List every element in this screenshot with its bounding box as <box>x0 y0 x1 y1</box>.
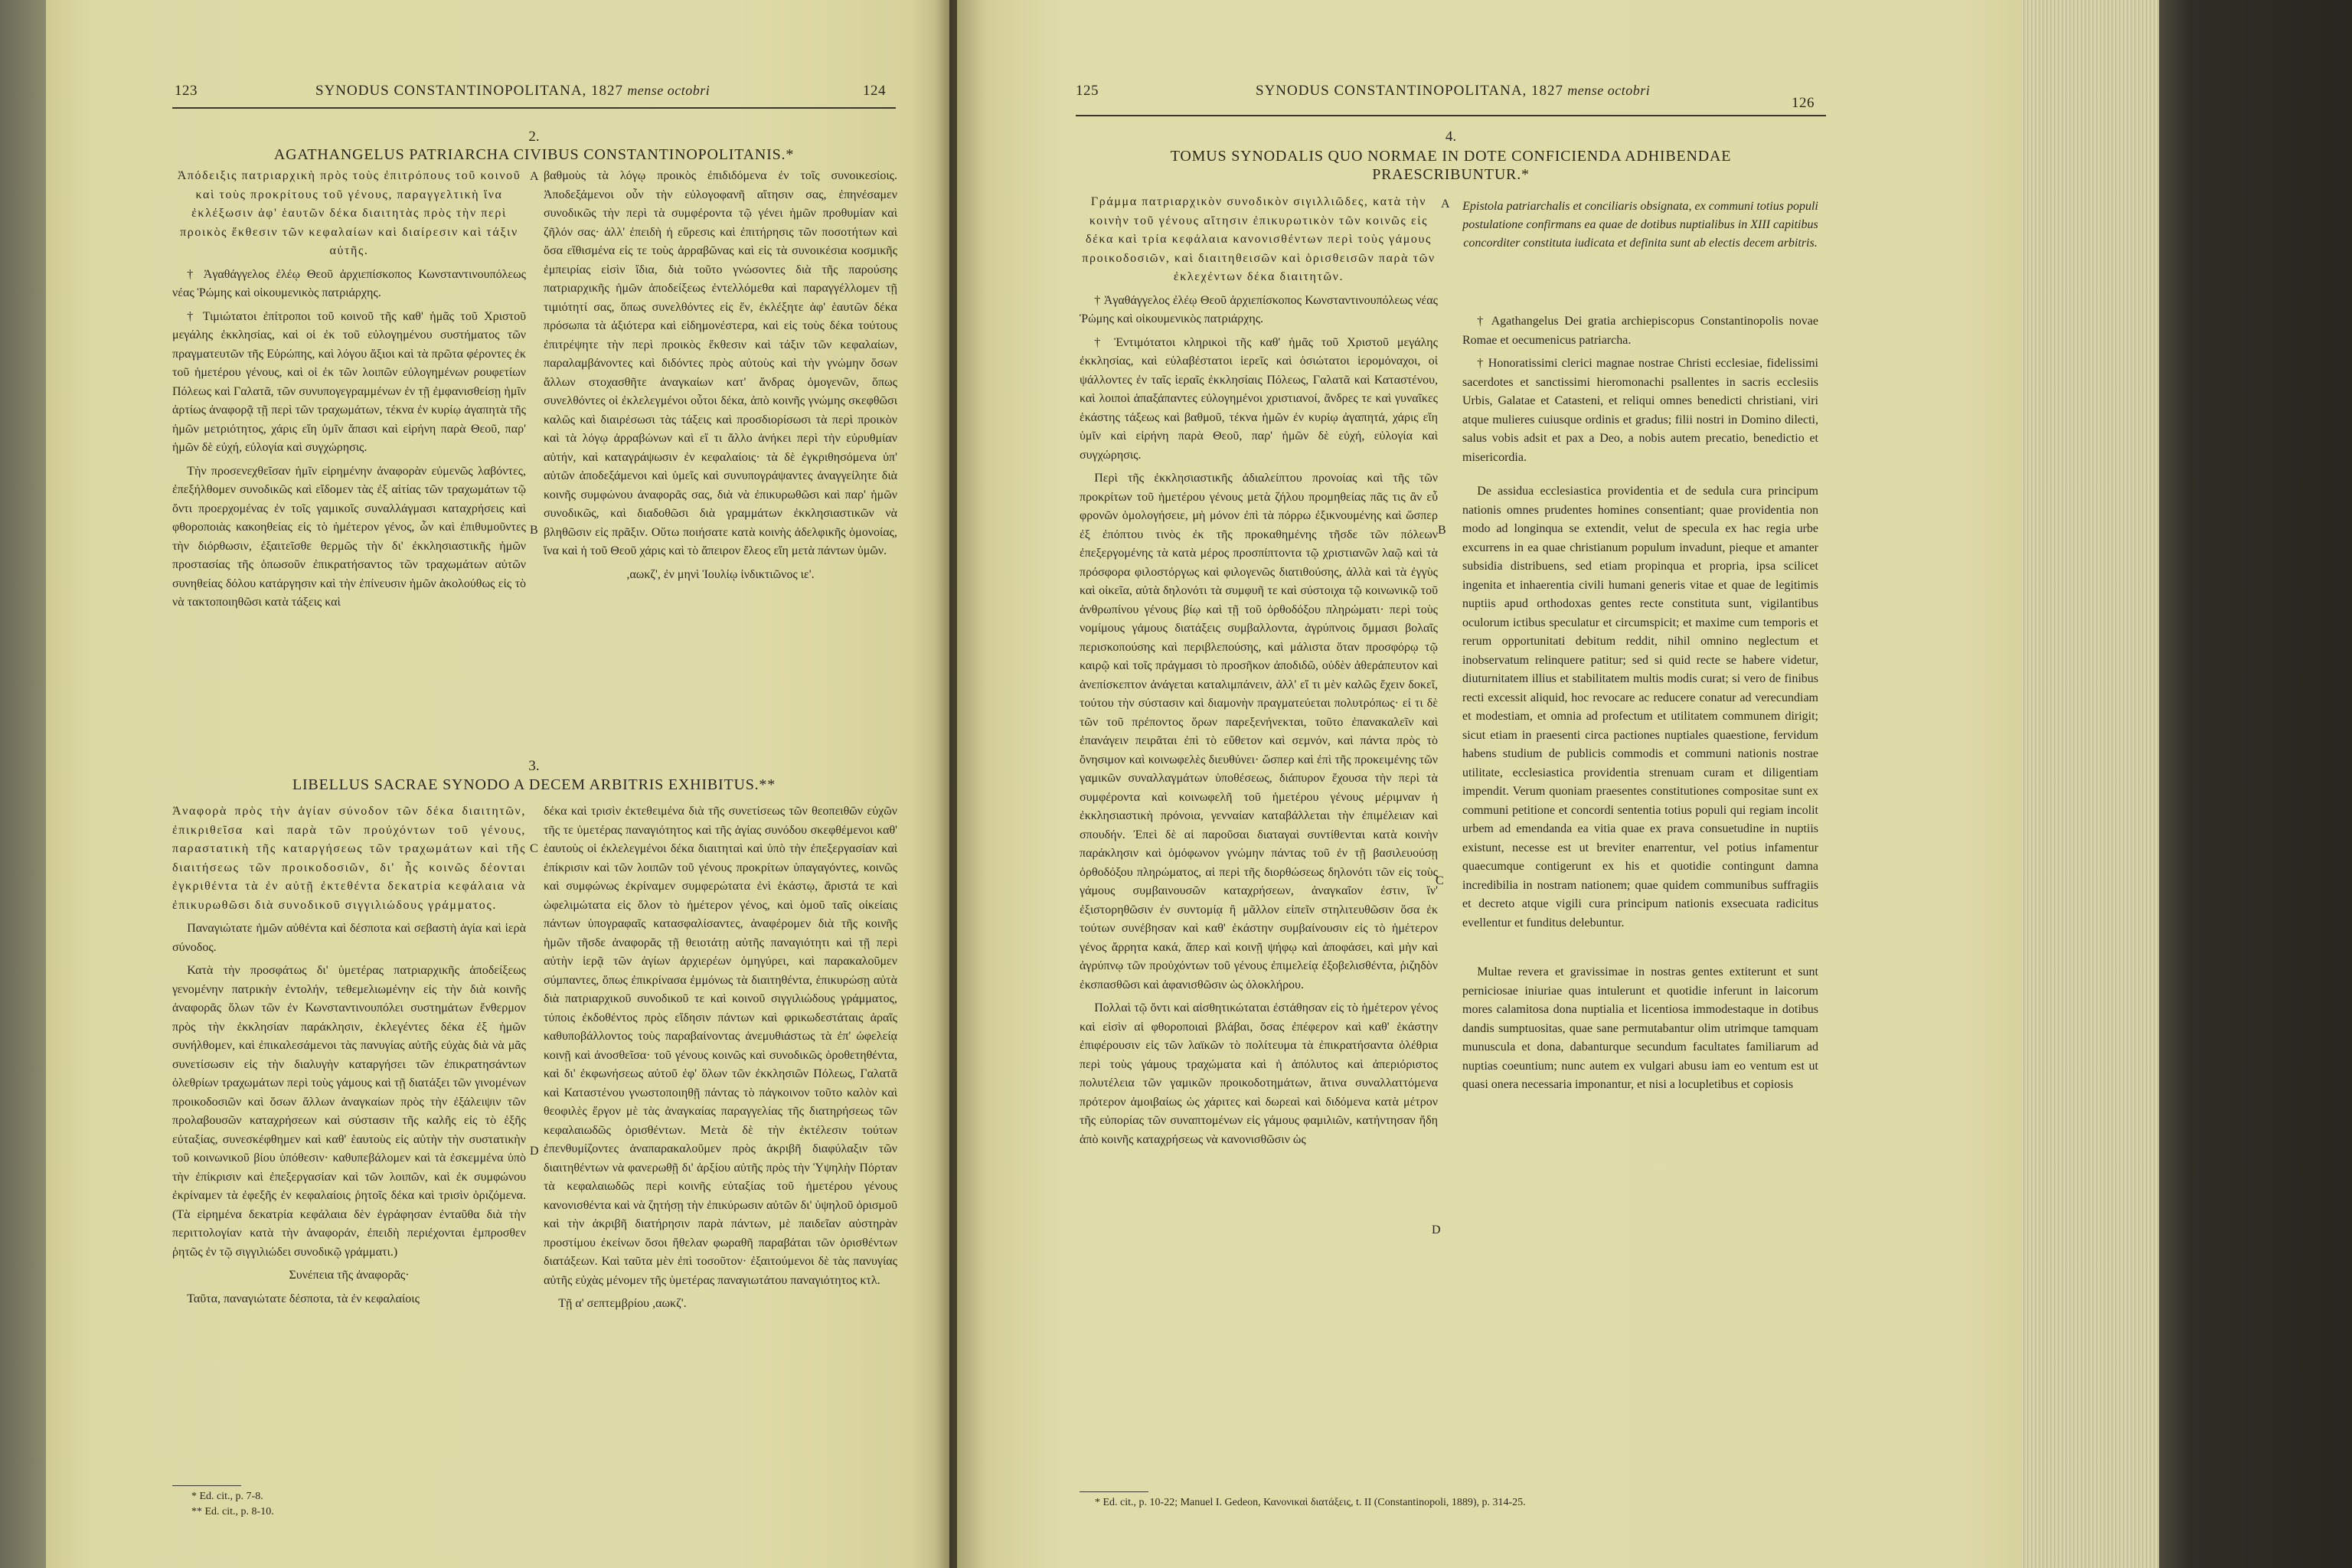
paragraph: βαθμοὺς τὰ λόγῳ προικὸς ἐπιδιδόμενα ἐν τοῖς συνοικεσίοις. Ἀποδεξάμενοι οὖν τὴν εὐλογοφανῆ αἴτησιν σας, ἐπηνέσαμεν συνοδικῶς τὴν περὶ τὰ συμφέροντα τῷ γένει ἡμῶν προθυμίαν καὶ ζῆλόν σας· ἀλλ' ἐπειδὴ ἡ εὕρεσις καὶ ἐπιτήρησις τῶν ποσοτήτων καὶ ὅσα εἴθισμένα εἰς τε τοὺς ἀρραβῶνας καὶ εἰς τὰ συνοικέσια κοσμικῆς ἐμπειρίας εἰσὶν ἴδια, διὰ τοῦτο γνώσοντες διὰ τῆς παρούσης πατριαρχικῆς ἡμῶν ἀποδείξεως ἐντελλόμεθα καὶ παραγγέλλομεν τῇ τιμιότητί σας, ὅπως συνελθόντες εἰς ἕν, ἐκλέξητε ἀφ' ἑαυτῶν δέκα πρόσωπα τὰ ἀξιότερα καὶ εἰδημονέστερα, καὶ εἰς τοὺς δέκα τούτους ἐπιτρέψητε τὴν περὶ προικὸς ἔκθεσιν καὶ τάξιν τῶν κεφαλαίων, παραλαμβάνοντες καὶ διδόντες πρὸς αὐτοὺς καὶ τὴν γνώμην ὅσων ἄλλων στοχασθῆτε ἀναγκαίων κατ' ἄνδρας ὁμογενῶν, ὅπως συνελθόντες οἱ ἐκλελεγμένοι οὗτοι δέκα, ἀπὸ κοινῆς γνώμης σκεφθῶσι καλῶς καὶ διαιρέσωσι τὰς τάξεις καὶ προσδιορίσωσι τὰ περὶ προικὸν καὶ τὰ λόγῳ ἀρραβώνων καὶ εἴ τι ἄλλο ἀνήκει περὶ τὴν εὐρυθμίαν αὐτήν, καὶ καταγράψωσιν ἐν κεφαλαίοις· τὰ δὲ ἐγκριθησόμενα ὑπ' αὐτῶν ἀποδεξάμενοι καὶ ὑμεῖς καὶ συνυπογράψαντες ἀναγγείλητε διὰ κοινῆς συμφώνου ἀναφορᾶς σας, διὰ νὰ ἐπικυρωθῶσι καὶ παρ' ἡμῶν συνοδικῶς, καὶ διαδοθῶσι διὰ γραμμάτων ἐκκλησιαστικῶν νὰ βληθῶσιν εἰς πρᾶξιν. Οὕτω ποιήσατε κατὰ κοινὴς ἀδελφικῆς ὁμονοίας, ἵνα καὶ ἡ τοῦ Θεοῦ χάρις καὶ τὸ ἄπειρον ἔλεος εἴη μετὰ πάντων ὑμῶν. <box>544 169 897 557</box>
section2-column-1 <box>172 167 526 772</box>
section-number-3: 3. <box>528 758 540 774</box>
running-title <box>1256 83 1650 100</box>
section-title-4-line2: PRAESCRIBUNTUR.* <box>1372 166 1530 183</box>
section-number-4: 4. <box>1445 129 1457 145</box>
section3-column-1 <box>172 802 526 1482</box>
paragraph: † Agathangelus Dei gratia archiepiscopus Constantinopolis novae Romae et oecumenicus patriarcha. <box>1462 315 1818 347</box>
date-line: ,αωκζ', ἐν μηνὶ Ἰουλίῳ ἰνδικτιῶνος ιε'. <box>626 567 815 581</box>
section-title-3: LIBELLUS SACRAE SYNODO A DECEM ARBITRIS EXHIBITUS.** <box>292 776 776 793</box>
paragraph: Παναγιώτατε ἡμῶν αὐθέντα καὶ δέσποτα καὶ σεβαστὴ ἁγία καὶ ἱερὰ σύνοδος. <box>172 922 526 954</box>
paragraph: Multae revera et gravissimae in nostras gentes extiterunt et sunt perniciosae iniuriae quas intulerunt et quotidie inferunt in laicorum mores calamitosa dona nuptialia et licentiosa immodestaque in dotibus dandis sumptuositas, quae sane permutabantur olim utrimque tamquam munuscula et dona, dabanturque secundum facultates familiarum ad nuptias coeuntium; nunc autem ex vulgari abusu iam eo ventum est ut quasi onera necessaria imponantur, et nisi a locupletibus et copiosis <box>1462 965 1818 1091</box>
page-number-124: 124 <box>863 83 886 99</box>
margin-letter: A <box>1441 198 1450 211</box>
date-line: Τῇ α' σεπτεμβρίου ,αωκζ'. <box>558 1297 687 1310</box>
subheading: Συνέπεια τῆς ἀναφορᾶς· <box>289 1269 410 1282</box>
section2-column-2 <box>544 167 897 772</box>
paragraph: δέκα καὶ τρισὶν ἐκτεθειμένα διὰ τῆς συνετίσεως τῶν θεοπειθῶν εὐχῶν τῆς τε ὑμετέρας παναγιότητος καὶ τῆς ἁγίας συνόδου σκεφθέμενοι καθ' ἑαυτοὺς οἱ ἐκλελεγμένοι δέκα διαιτηταὶ καὶ ὑπὸ τὴν ἐπεξεργασίαν καὶ ἐπίκρισιν καὶ τῶν λοιπῶν τοῦ γένους προκρίτων ὑπαγαγόντες, κοινῶς καὶ συμφώνως ἐκρίναμεν συμφερώτατα ἐνὶ ἑκάστῳ, ἄριστά τε καὶ ὠφελιμώτατα εἰς ὅλον τὸ ἡμέτερον γένος, καὶ ὁμοῦ ταῖς οἰκείαις πάντων ὑπογραφαῖς κατασφαλίσαντες, ἀναφέρομεν διὰ τῆς κοινῆς ἡμῶν τῆσδε ἀναφορᾶς τῇ θειοτάτῃ αὐτῆς παναγιότητι καὶ τῇ περὶ αὐτὴν ἱερᾷ τῶν ἁγίων ἀρχιερέων ὁμηγύρει, καὶ παρακαλοῦμεν σύμπαντες, ὅπως ἐπικρίνασα ἐμμόνως τὰ διαιτηθέντα, ἐπικυρώσῃ αὐτὰ διὰ πατριαρχικοῦ συνοδικοῦ τε καὶ κοινοῦ σιγγιλιώδους γράμματος, τύποις ἐκδοθέντος πρὸς εἴδησιν πάντων καὶ φρικωδεστάταις ἀραῖς καθυποβάλλοντος τοὺς παραβαίνοντας ἀνεμυθιάστως τὰ ἐπ' ὠφελείᾳ κοινῇ καὶ ἀνοσθεῖσα· τοῦ γένους κοινῶς καὶ συνοδικῶς ὁροθετηθέντα, καὶ δι' ἐκφωνήσεως αὐτοῦ ἐφ' ὅλων τῶν ἐκκλησιῶν Πόλεως, Γαλατᾶ καὶ Καταστένου γνωστοποιηθῇ πάντας τὸ πάγκοινον τοῦτο καλὸν καὶ θεοφιλὲς ἔργον μὲ τὰς ἀναγκαίας παραγγελίας τῆς διατηρήσεως τῶν κεφαλαιωδῶς ὁρισθέντων. Μετὰ δὲ τὴν ἐκτέλεσιν τούτων ἐπενθυμίζοντες ἀναπαρακαλοῦμεν πρὸς ἀκριβῆ διαφύλαξιν τῶν διαιτηθέντων νὰ φανερωθῇ δι' ἀρξίου αὐτῆς πρὸς τὴν Ὑψηλὴν Πόρταν τὰ κεφαλαιωδῶς περὶ κοινῆς εὐταξίας τοῦ ἡμετέρου γένους κανονισθέντα καὶ νὰ ζητήσῃ τὴν ἐπικύρωσιν αὐτῶν δι' ὑψηλοῦ ὁρισμοῦ καὶ τὴν ἀκριβῆ διατήρησιν παρὰ πάντων, μὲ παιδεῖαν αὐστηρὰν προστίμου ἐκείνων ὅσοι ἤθελαν φωραθῆ παραβάται τῶν ὁρισθέντων διατάξεων. Καὶ ταῦτα μὲν ἐπὶ τοσοῦτον· ἐξαιτούμενοι δὲ τὰς πανυγίας αὐτῆς εὐχὰς μένομεν τῆς ὑμετέρας παναγιωτάτου παναγιότητος κτλ. <box>544 805 897 1287</box>
right-page <box>957 0 2029 1568</box>
paragraph: Περὶ τῆς ἐκκλησιαστικῆς ἀδιαλείπτου προνοίας καὶ τῆς τῶν προκρίτων τοῦ ἡμετέρου γένους μετὰ ζήλου προμηθείας πᾶς τις ἂν εὖ φρονῶν ὁμολογήσειε, μὴ μόνον ἐπὶ τὰ πόρρω ἐξικνουμένης καὶ ὥσπερ ἐξ ἐπόπτου τινὸς ἐκ τῆς προκαθημένης τῆσδε τῶν πόλεων ἐπεξεργομένης τὰ κατὰ μέρος προσπίπτοντα τῷ χριστιανῶν λαῷ καὶ τὰ πρόσφορα φιλοστόργως καὶ φιλογενῶς διατιθούσης, ἀλλὰ καὶ τὰ ἐγγὺς καὶ οἰκεῖα, αὐτὰ δηλονότι τὰ συμφυῆ τε καὶ σύστοιχα τῷ κοινωνικῷ τοῦ ἀνθρωπίνου γένους βίῳ καὶ τῇ τοῦ ὀρθοδόξου πληρώματι· περὶ τοὺς νομίμους γάμους διατάξεις συμβαλλοντα, ἀγρύπνοις ὄμμασι βολαῖς περισκοπούσης καὶ περιβλεπούσης, καὶ μάλιστα ὅταν προσφόρῳ τῷ καιρῷ καὶ τοῖς πράγμασι τὸ προσῆκον ἀποδιδῶ, οὐδὲν ἀθεράπευτον καὶ ἀνεπίσκεπτον ἀνάγεται καταλιμπάνειν, ἀλλ' εἴ τι μὲν καλῶς ἔχειν δοκεῖ, τούτου τὴν σύστασιν καὶ διαμονὴν πραγματεύεται πολυτρόπως· εἰ τι δὲ τῶν τοῦ πρέποντος ὅρων παρεξενήνεκται, τοῦτο ἐπανακαλεῖν καὶ ἐπανάγειν πειρᾶται ἐπὶ τὸ εὔθετον καὶ σεμνόν, καὶ πάντα πρὸς τὸ ὄνησιμον καὶ κοινωφελὲς διευθύνει· ὥσπερ καὶ ἐπὶ τῆς προκειμένης τῶν γαμικῶν συναλλαγμάτων ὑποθέσεως, διάπυρον ἔχουσα τὴν περὶ τὰ συμφέροντα καὶ κοινωφελῆ τοῦ ἡμετέρου γένους μέριμναν ἡ ἐκκλησιαστικὴ πρόνοια, γενναίαν καταβάλλεται τὴν ἐπιμέλειαν καὶ σπουδήν. Ἐπεὶ δὲ αἱ παροῦσαι διαταγαὶ συντίθενται κατὰ κοινὴν παράκλησιν καὶ ὁμόφωνον γνώμην πάντας τοῦ ἐν τῇ βασιλευούσῃ ὀρθοδόξου πληρώματος, αἱ περὶ τῆς διορθώσεως δηλονότι τῶν εἰς τοὺς γάμους συμβαινουσῶν καταχρήσεων, ἀναγκαῖον ἐστιν, ἵν' ἐξιστορηθῶσιν ἐν συντομίᾳ ἢ μᾶλλον εἰπεῖν στηλιτευθῶσιν ὅσα ἐκ τούτων συνέβησαν καὶ καθ' ἑκάστην συμβαίνουσιν εἰς τὸ ἡμέτερον γένος ἄρρητα κακά, ἅπερ καὶ κοινῇ ψήφῳ καὶ ἀποφάσει, καὶ μὴν καὶ ἀγρύπνῳ τῶν προὐχόντων τοῦ γένους ἐπιμελείᾳ ἐξοβελισθέντα, ῥιζηδὸν ἐκσπασθῶσι καὶ ἀφανισθῶσιν ὡς ὀλοκλήρου. <box>1080 472 1438 991</box>
header-rule <box>172 107 896 109</box>
footnote: * Ed. cit., p. 10-22; Manuel I. Gedeon, Κανονικαὶ διατάξεις, t. II (Constantinopoli, 1889), p. 314-25. <box>1095 1497 1526 1508</box>
greek-heading: Γράμμα πατριαρχικὸν συνοδικὸν σιγιλλιῶδες, κατὰ τὴν κοινὴν τοῦ γένους αἴτησιν ἐπικυρωτικὸν τῶν κοινῶς εἰς δέκα καὶ τρία κεφάλαια κανονισθέντων περὶ τοὺς γάμους προικοδοσιῶν, καὶ διαιτηθεισῶν καὶ ὁρισθεισῶν παρὰ τῶν ἐκλεχέντων δέκα διαιτητῶν. <box>1082 195 1436 283</box>
paragraph: Τὴν προσενεχθεῖσαν ἡμῖν εἰρημένην ἀναφορὰν εὐμενῶς λαβόντες, ἐπεξήλθομεν συνοδικῶς καὶ εἴδομεν τὰς ἐξ αἰτίας τῶν τραχωμάτων τῷ ὄντι προερχομένας ἐν τοῖς γαμικοῖς συναλλάγμασι καταχρήσεις καὶ φθοροποιὰς κακοηθείας εἰς τὸ ἡμέτερον γένος, ὧν καὶ ἐπιθυμοῦντες τὴν διόρθωσιν, ἐξαιτεῖσθε θερμῶς τὴν δι' ἐκκλησιαστικῆς ἡμῶν προστασίας τῆς ὁπωσοῦν ἐπικρατήσαντος τῶν τραχωμάτων αὐτῶν συνηθείας δόλου κατάργησιν καὶ τὴν ἐπίνευσιν ἡμῶν ἀκολούθως εἰς τὸ νὰ τακτοποιηθῶσι κατὰ τάξεις καὶ <box>172 464 526 609</box>
running-title-text: SYNODUS CONSTANTINOPOLITANA, 1827 <box>1256 83 1564 99</box>
paragraph: † Ἀγαθάγγελος ἐλέῳ Θεοῦ ἀρχιεπίσκοπος Κωνσταντινουπόλεως νέας Ῥώμης καὶ οἰκουμενικὸς πατριάρχης. <box>1080 293 1438 325</box>
margin-letter: D <box>1432 1223 1441 1236</box>
section3-column-2 <box>544 802 897 1507</box>
page-number-125: 125 <box>1076 83 1099 99</box>
footnote-rule <box>1080 1491 1148 1492</box>
running-title-date: mense octobri <box>1567 83 1651 98</box>
footnote: ** Ed. cit., p. 8-10. <box>191 1506 274 1517</box>
margin-letter: D <box>530 1145 539 1158</box>
margin-letter: B <box>1438 524 1446 537</box>
paragraph: Ἀναφορὰ πρὸς τὴν ἁγίαν σύνοδον τῶν δέκα διαιτητῶν, ἐπικριθεῖσα καὶ παρὰ τῶν προὐχόντων τοῦ γένους, παραστατικὴ τῆς καταργήσεως τῶν τραχωμάτων καὶ τῆς διαιτήσεως τῶν προικοδοσιῶν, δι' ἧς κοινῶς δέονται ἐγκριθέντα τὰ ἐν αὐτῇ ἐκτεθέντα δεκατρία κεφάλαια νὰ ἐπικυρωθῶσι διὰ συνοδικοῦ σιγγιλιώδους γράμματος. <box>172 805 526 912</box>
latin-heading: Epistola patriarchalis et conciliaris obsignata, ex communi totius populi postulatione confirmans ea quae de dotibus nuptialibus in XIII capitibus concorditer constituta iudicata et definita sunt ab electis decem arbitris. <box>1462 200 1818 250</box>
paragraph: Πολλαὶ τῷ ὄντι καὶ αἰσθητικώταται ἐστάθησαν εἰς τὸ ἡμέτερον γένος καὶ εἰσὶν αἱ φθοροποιαὶ βλάβαι, ὅσας ἐπέφερον καὶ καθ' ἑκάστην ἐπιφέρουσιν εἰς τῶν λαϊκῶν τὸ πολίτευμα τὰ ἐπικρατήσαντα ὀλέθρια περὶ τοὺς γάμους τραχώματα καὶ ἡ ἀπόλυτος καὶ ἀπεριόριστος πολυτέλεια τῶν γαμικῶν προικοδοτημάτων, ἅτινα συναλλαττόμενα πρότερον ἀμοιβαίως ὡς χάριτες καὶ δωρεαὶ καὶ διδόμενα κατὰ μέτρον τῆς εὐπορίας τῶν συναπτομένων εἰς γάμους φαμιλιῶν, κατήντησαν ἤδη ἀπὸ κοινῆς καταχρήσεως νὰ κανονισθῶσιν ὡς <box>1080 1001 1438 1146</box>
page-edges <box>2021 0 2167 1568</box>
paragraph: † Ἀγαθάγγελος ἐλέῳ Θεοῦ ἀρχιεπίσκοπος Κωνσταντινουπόλεως νέας Ῥώμης καὶ οἰκουμενικὸς πατριάρχης. <box>172 267 526 299</box>
section-number-2: 2. <box>528 129 540 145</box>
greek-column <box>1080 193 1438 1280</box>
section-title-4-line1: TOMUS SYNODALIS QUO NORMAE IN DOTE CONFICIENDA ADHIBENDAE <box>1170 148 1732 165</box>
running-title <box>315 83 710 100</box>
paragraph: De assidua ecclesiastica providentia et de sedula cura principum nationis omnes prudentes homines consentiant; quae providentia non modo ad longinqua se extendit, velut de specula ex hac regia urbe excurrens in ea quae christianum populum invadunt, pieque et amanter subsidia distribuens, sed etiam propinqua et propria, ipsa scilicet ingenita et inhaerentia civili humani generis vitae et quae de legitimis nuptiis apud orthodoxas gentes recte constituta sunt, vigilantibus oculorum ictibus speculatur et circumspicit; et maxime cum temporis et rerum opportunitati debitum reddit, nihil omnino neglectum et inobservatum relinquere patitur; sed si quid recte se habere videtur, diuturnitatem illius et stabilitatem multis modis curat; si vero de finibus recti excessit aliquid, hoc revocare ac reducere conatur ad verecundiam et modestiam, et omnia ad profectum et utilitatem communem dirigit; sicut etiam in praesenti circa pactiones nuptiales quaestione, fervidum habens studium de publicis commodis et communi nationis nostrae utilitate, ecclesiastica providentia strenuam curam et diligentiam impendit. Verum quoniam praesentes constitutiones compositae sunt ex communi petitione et concordi sententia totius populi qui regiam incolit urbem ad emendanda ea vitia quae ex prava consuetudine in nuptiis existunt, necesse est ut breviter enarrentur, vel potius infamentur quaecumque contigerunt ex his et quotidie contingunt damna incredibilia in nostram nationem; quae quidem communibus suffragiis et decreto atque vigili cura principum nationis exsecuata radicitus evellentur et funditus delebuntur. <box>1462 485 1818 929</box>
margin-letter: A <box>530 170 539 183</box>
running-title-text: SYNODUS CONSTANTINOPOLITANA, 1827 <box>315 83 624 99</box>
margin-letter: B <box>530 524 538 537</box>
running-title-date: mense octobri <box>627 83 710 98</box>
page-number-126: 126 <box>1792 95 1815 111</box>
latin-column <box>1462 312 1818 1277</box>
margin-letter: C <box>1436 874 1444 887</box>
paragraph: † Ἐντιμότατοι κληρικοὶ τῆς καθ' ἡμᾶς τοῦ Χριστοῦ μεγάλης ἐκκλησίας, καὶ εὐλαβέστατοι ἱερεῖς καὶ ὁσιώτατοι ἱερομόναχοι, οἱ ψάλλοντες ἐν ταῖς ἱεραῖς ἐκκλησίαις Πόλεως, Γαλατᾶ καὶ Καταστένου, καὶ λοιποὶ ἁπαξάπαντες εὐλογημένοι χριστιανοί, ἄνδρες τε καὶ γυναῖκες ἑκάστης τάξεως καὶ βαθμοῦ, τέκνα ἡμῶν ἐν κυρίῳ ἀγαπητά, χάρις εἴη ὑμῖν καὶ εἰρήνη παρὰ Θεοῦ, παρ' ἡμῶν δὲ εὐχή, εὐλογία καὶ συγχώρησις. <box>1080 335 1438 462</box>
left-page <box>46 0 949 1568</box>
footnote-rule <box>172 1485 241 1486</box>
paragraph: Ταῦτα, παναγιώτατε δέσποτα, τὰ ἐν κεφαλαίοις <box>187 1292 420 1305</box>
header-rule <box>1076 115 1826 116</box>
book-shadow <box>2159 0 2352 1568</box>
paragraph: Κατὰ τὴν προσφάτως δι' ὑμετέρας πατριαρχικῆς ἀποδείξεως γενομένην πατρικὴν ἐντολήν, τεθεμελιωμένην εἰς τὴν διὰ κοινῆς ἀναφορᾶς ὅλων τῶν ἐν Κωνσταντινουπόλει συστημάτων ἔνθερμον πρὸς τὴν ἐκκλησίαν παράκλησιν, ἐκλεγέντες δέκα ἐξ ἡμῶν συνήλθομεν, καὶ ἐπικαλεσάμενοι τὰς πανυγίας αὐτῆς εὐχὰς διὰ νὰ μᾶς συνετίσωσιν εἰς τὴν διαλυγὴν καταργήσει τῶν ἐπικρατησάντων ὀλεθρίων τραχωμάτων περὶ τοὺς γάμους καὶ τῇ διατάξει τῶν γινομένων προικοδοσιῶν καὶ ὅσων ἄλλων ἀναγκαίων πρὸς τὴν ἐξάλειψιν τῶν προλαβουσῶν καταχρήσεων καὶ σύστασιν τῆς καλῆς εἰς τὸ ἑξῆς εὐταξίας, συνεσκέφθημεν καὶ καθ' ἑαυτοὺς εἰς αὐτὴν τὴν συστατικὴν τοῦ κοινωνικοῦ βίου ὑπόθεσιν· καθυπεβάλομεν καὶ τὰ ἐσκεμμένα ὑπὸ τὴν ἐπίκρισιν καὶ ἐπεξεργασίαν καὶ τῶν λοιπῶν, καὶ ἐκ συμφώνου ἐκρίναμεν τὰ ἐφεξῆς ἐν κεφαλαίοις ῥητοῖς δέκα καὶ τρισὶν ὁριζόμενα. (Τὰ εἰρημένα δεκατρία κεφάλαια δὲν ἐγράφησαν ἐνταῦθα διὰ τὴν περιττολογίαν κατὰ τὴν ἀναφοράν, ἐπειδὴ περιέχονται ἐμπροσθεν ῥητῶς ἐν τῷ σιγγιλιώδει συνοδικῷ γράμματι.) <box>172 964 526 1259</box>
paragraph: Ἀπόδειξις πατριαρχικὴ πρὸς τοὺς ἐπιτρόπους τοῦ κοινοῦ καὶ τοὺς προκρίτους τοῦ γένους, παραγγελτικὴ ἵνα ἐκλέξωσιν ἀφ' ἑαυτῶν δέκα διαιτητὰς πρὸς τὴν περὶ προικὸς ἔκθεσιν τῶν κεφαλαίων καὶ διαίρεσιν καὶ τάξιν αὐτῆς. <box>177 169 521 257</box>
margin-letter: C <box>530 842 538 855</box>
paragraph: † Τιμιώτατοι ἐπίτροποι τοῦ κοινοῦ τῆς καθ' ἡμᾶς τοῦ Χριστοῦ μεγάλης ἐκκλησίας, καὶ οἱ ἐκ τοῦ εὐλογημένου συστήματος τῶν πραγματευτῶν τῆς Εὐρώπης, καὶ λόγου ἄξιοι καὶ τὰ πρῶτα φέροντες ἐκ τοῦ ἡμετέρου γένους, καὶ οἱ ἐκ τῶν λοιπῶν εὐλογημένων ρουφετίων Πόλεως καὶ Γαλατᾶ, τῶν συνυπογεγραμμένων ἐν τῇ ἐμφανισθείσῃ ἡμῖν ἀρτίως ἀναφορᾷ τῇ περὶ τῶν τραχωμάτων, τέκνα ἐν κυρίῳ ἀγαπητὰ τῆς ἡμῶν μετριότητος, χάρις εἴη ὑμῖν ἅπασι καὶ εἰρήνη παρὰ Θεοῦ, παρ' ἡμῶν δὲ εὐχή, εὐλογία καὶ συγχώρησις. <box>172 309 526 454</box>
paragraph: † Honoratissimi clerici magnae nostrae Christi ecclesiae, fidelissimi sacerdotes et sanctissimi hieromonachi psallentes in sacris ecclesiis Urbis, Galatae et Catasteni, et reliqui omnes benedicti christiani, viri atque mulieres cuiusque ordinis et gradus; filii nostri in Domino dilecti, salus vobis adsit et pax a Deo, a nobis autem precatio, benedictio et misericordia. <box>1462 357 1818 464</box>
page-number-123: 123 <box>175 83 198 99</box>
footnote: * Ed. cit., p. 7-8. <box>191 1491 263 1502</box>
section-title-2: AGATHANGELUS PATRIARCHA CIVIBUS CONSTANTINOPOLITANIS.* <box>273 146 795 163</box>
